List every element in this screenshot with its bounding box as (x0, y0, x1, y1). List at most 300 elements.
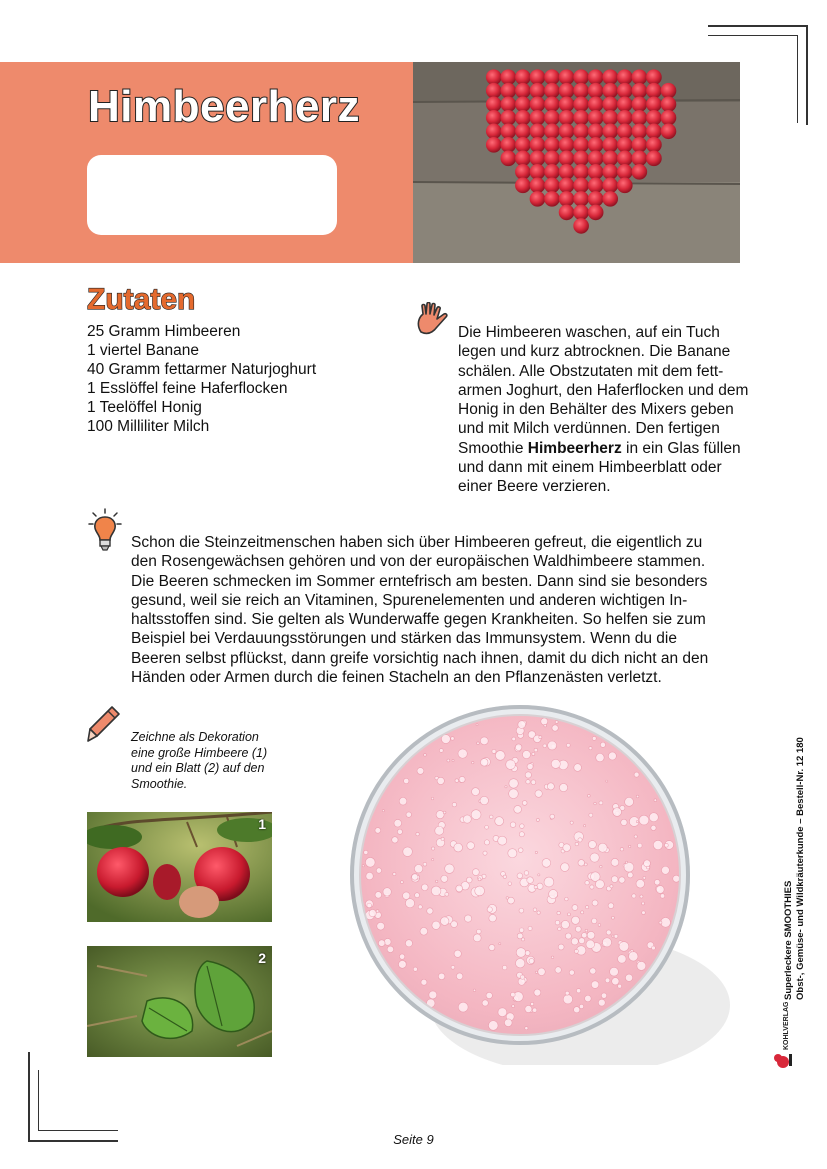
instructions-line: einer Beere verzieren. (458, 478, 611, 496)
foam-bubble (587, 931, 595, 939)
raspberry (515, 151, 531, 167)
foam-bubble (383, 888, 391, 896)
foam-bubble (519, 908, 524, 913)
raspberry (602, 83, 618, 99)
raspberry (632, 69, 648, 85)
foam-bubble (451, 965, 455, 969)
foam-bubble (522, 750, 530, 758)
foam-bubble (551, 956, 553, 958)
foam-bubble (594, 802, 597, 805)
raspberry (530, 191, 546, 207)
foam-bubble (397, 829, 402, 834)
crop-mark-top-right-h2 (708, 35, 798, 36)
raspberry (501, 96, 517, 112)
foam-bubble (459, 776, 465, 782)
raspberry (588, 96, 604, 112)
foam-bubble (602, 938, 611, 947)
foam-bubble (535, 971, 537, 973)
raspberry (588, 164, 604, 180)
foam-bubble (547, 783, 554, 790)
foam-bubble (478, 878, 481, 881)
raspberry-heart-photo (413, 62, 740, 263)
foam-bubble (626, 861, 628, 863)
raspberry (515, 178, 531, 194)
foam-bubble (520, 975, 524, 979)
foam-bubble (654, 799, 657, 802)
raspberry (501, 83, 517, 99)
raspberry (632, 123, 648, 139)
foam-bubble (441, 875, 448, 882)
info-line: Die Beeren schmecken im Sommer erntefrisch am besten. Dann sind sie besonders (131, 572, 708, 590)
raspberry (602, 164, 618, 180)
foam-bubble (589, 813, 593, 817)
instructions-line: und mit Milch verdünnen. Den fertigen (458, 420, 720, 438)
foam-bubble (565, 897, 568, 900)
foam-bubble (518, 848, 523, 853)
ingredient-item: 1 Esslöffel feine Haferflocken (87, 380, 288, 397)
foam-bubble (543, 744, 547, 748)
raspberry (632, 83, 648, 99)
foam-bubble (589, 747, 592, 750)
foam-bubble (600, 865, 602, 867)
crop-mark-top-right-v1 (806, 25, 808, 125)
raspberry (559, 178, 575, 194)
foam-bubble (583, 825, 585, 827)
foam-bubble (673, 875, 680, 882)
foam-bubble (537, 911, 540, 914)
foam-bubble (598, 924, 601, 927)
side-series-subtitle: Obst-, Gemüse- und Wildkräuterkunde – Bestell-Nr. 12 180 (795, 737, 806, 1000)
foam-bubble (487, 907, 492, 912)
raspberry (515, 123, 531, 139)
foam-bubble (534, 989, 541, 996)
foam-bubble (636, 795, 639, 798)
foam-bubble (585, 995, 592, 1002)
foam-bubble (600, 742, 605, 747)
foam-bubble (365, 857, 375, 867)
raspberry (544, 96, 560, 112)
foam-bubble (612, 978, 619, 985)
foam-bubble (437, 777, 444, 784)
raspberry (588, 137, 604, 153)
foam-bubble (627, 872, 633, 878)
foam-bubble (489, 944, 495, 950)
raspberry (559, 191, 575, 207)
raspberry (544, 123, 560, 139)
foam-bubble (476, 724, 478, 726)
info-line: Beeren selbst pflückst, dann greife vorsichtig nach ihnen, damit du dich nicht an den (131, 649, 709, 667)
foam-bubble (535, 851, 537, 853)
foam-bubble (454, 843, 463, 852)
raspberry (559, 96, 575, 112)
foam-bubble (610, 885, 613, 888)
foam-bubble (566, 743, 570, 747)
raspberry (486, 110, 502, 126)
raspberry (530, 69, 546, 85)
foam-bubble (661, 866, 669, 874)
foam-bubble (375, 892, 382, 899)
raspberry (530, 178, 546, 194)
foam-bubble (541, 718, 548, 725)
raspberry (530, 83, 546, 99)
foam-bubble (551, 759, 560, 768)
foam-bubble (387, 946, 394, 953)
foam-bubble (534, 748, 538, 752)
raspberry (559, 110, 575, 126)
instructions-text (458, 323, 778, 497)
raspberry (602, 123, 618, 139)
raspberry (515, 164, 531, 180)
foam-bubble (421, 884, 428, 891)
foam-bubble (503, 875, 506, 878)
foam-bubble (612, 935, 614, 937)
foam-bubble (512, 1005, 515, 1008)
foam-bubble (581, 911, 584, 914)
instructions-line: Die Himbeeren waschen, auf ein Tuch (458, 324, 720, 341)
raspberry (617, 110, 633, 126)
foam-bubble (495, 817, 504, 826)
raspberry (501, 110, 517, 126)
raspberry (632, 96, 648, 112)
raspberry (530, 110, 546, 126)
foam-bubble (550, 814, 555, 819)
foam-bubble (362, 865, 364, 867)
foam-bubble (505, 786, 507, 788)
ingredient-item: 100 Milliliter Milch (87, 418, 210, 435)
raspberry (617, 123, 633, 139)
raspberry (617, 83, 633, 99)
foam-bubble (473, 934, 481, 942)
instructions-line: armen Joghurt, den Haferflocken und dem (458, 381, 749, 399)
foam-bubble (366, 872, 373, 879)
raspberry (602, 69, 618, 85)
foam-bubble (558, 927, 562, 931)
foam-bubble (549, 890, 558, 899)
raspberry (617, 96, 633, 112)
raspberry (486, 123, 502, 139)
raspberry (588, 151, 604, 167)
foam-bubble (606, 780, 608, 782)
foam-bubble (508, 882, 512, 886)
foam-bubble (421, 979, 427, 985)
foam-bubble (636, 879, 645, 888)
raspberry (573, 218, 589, 234)
foam-bubble (369, 909, 376, 916)
raspberry (602, 137, 618, 153)
foam-bubble (438, 973, 445, 980)
instructions-text-part: in ein Glas füllen (621, 439, 741, 457)
foam-bubble (525, 1005, 532, 1012)
foam-bubble (524, 871, 529, 876)
foam-bubble (471, 810, 481, 820)
foam-bubble (530, 1002, 533, 1005)
foam-bubble (492, 749, 496, 753)
foam-bubble (527, 764, 533, 770)
foam-bubble (518, 721, 526, 729)
foam-bubble (482, 1000, 488, 1006)
foam-bubble (605, 978, 610, 983)
raspberry (646, 123, 662, 139)
foam-bubble (578, 860, 585, 867)
crop-mark-top-right-v2 (797, 35, 798, 123)
foam-bubble (559, 783, 567, 791)
foam-bubble (578, 838, 582, 842)
foam-bubble (599, 801, 603, 805)
raspberry (544, 83, 560, 99)
raspberry (501, 123, 517, 139)
drawing-task-line: und ein Blatt (2) auf den (131, 761, 265, 775)
foam-bubble (596, 753, 604, 761)
foam-bubble (506, 897, 508, 899)
raspberry (632, 151, 648, 167)
foam-bubble (619, 942, 629, 952)
foam-bubble (436, 811, 444, 819)
foam-bubble (526, 780, 530, 784)
foam-bubble (473, 989, 476, 992)
info-line: den Rosengewächsen gehören und von der europäischen Waldhimbeere stammen. (131, 553, 706, 571)
crop-mark-top-right-h1 (708, 25, 808, 27)
foam-bubble (610, 967, 619, 976)
raspberry (559, 123, 575, 139)
foam-bubble (659, 921, 662, 924)
foam-bubble (431, 797, 433, 799)
foam-bubble (634, 835, 637, 838)
raspberry (632, 110, 648, 126)
foam-bubble (533, 908, 537, 912)
foam-bubble (445, 892, 449, 896)
raspberry (573, 205, 589, 221)
instructions-line: schälen. Alle Obstzutaten mit dem fett- (458, 362, 724, 380)
foam-bubble (569, 970, 574, 975)
foam-bubble (618, 984, 622, 988)
raspberry (573, 191, 589, 207)
raspberry (544, 69, 560, 85)
side-series-title: Superleckere SMOOTHIES (783, 880, 794, 1000)
foam-bubble (456, 885, 463, 892)
info-line: haltsstoffen sind. Sie gelten als Wunderwaffe gegen Krankheiten. So helfen sie zum (131, 611, 706, 629)
raspberry (530, 151, 546, 167)
foam-bubble (572, 905, 578, 911)
instructions-line: Honig in den Behälter des Mixers geben (458, 401, 734, 419)
foam-bubble (403, 847, 413, 857)
foam-bubble (517, 933, 523, 939)
raspberry (602, 151, 618, 167)
raspberry (617, 151, 633, 167)
foam-bubble (537, 883, 543, 889)
foam-bubble (591, 918, 596, 923)
foam-bubble (637, 961, 646, 970)
foam-bubble (527, 877, 534, 884)
light-bulb-icon (88, 508, 122, 552)
raspberry (530, 123, 546, 139)
foam-bubble (531, 780, 536, 785)
raspberry (588, 110, 604, 126)
raspberry (646, 110, 662, 126)
foam-bubble (495, 751, 505, 761)
foam-bubble (576, 989, 580, 993)
raspberry (544, 137, 560, 153)
foam-bubble (406, 812, 411, 817)
raspberry (486, 69, 502, 85)
foam-bubble (377, 922, 385, 930)
info-text (131, 533, 761, 687)
raspberry (661, 96, 677, 112)
foam-bubble (544, 724, 547, 727)
foam-bubble (558, 944, 564, 950)
pencil-icon (86, 704, 122, 744)
raspberry (559, 151, 575, 167)
raspberry (530, 96, 546, 112)
foam-bubble (394, 819, 402, 827)
foam-bubble (585, 929, 588, 932)
info-line: Schon die Steinzeitmenschen haben sich über Himbeeren gefreut, die eigentlich zu (131, 534, 703, 551)
raspberry (632, 164, 648, 180)
foam-bubble (489, 914, 496, 921)
foam-bubble (400, 881, 403, 884)
raspberry (573, 96, 589, 112)
foam-bubble (536, 818, 539, 821)
page-number: Seite 9 (393, 1132, 434, 1147)
foam-bubble (654, 879, 660, 885)
foam-bubble (432, 859, 434, 861)
foam-bubble (595, 880, 604, 889)
foam-bubble (555, 967, 561, 973)
foam-bubble (403, 892, 410, 899)
foam-bubble (413, 967, 417, 971)
foam-bubble (488, 1021, 498, 1031)
raspberry (588, 69, 604, 85)
foam-bubble (516, 948, 526, 958)
raspberry (530, 164, 546, 180)
raspberry (588, 205, 604, 221)
foam-bubble (423, 862, 427, 866)
foam-bubble (565, 991, 569, 995)
foam-bubble (454, 950, 461, 957)
hand-icon (413, 302, 453, 342)
foam-bubble (467, 842, 475, 850)
raspberry (573, 137, 589, 153)
foam-bubble (585, 881, 589, 885)
raspberry (646, 83, 662, 99)
foam-bubble (427, 908, 433, 914)
raspberry (544, 151, 560, 167)
foam-bubble (660, 894, 664, 898)
foam-bubble (606, 930, 611, 935)
foam-bubble (591, 981, 599, 989)
foam-bubble (440, 917, 449, 926)
foam-bubble (642, 911, 646, 915)
foam-bubble (405, 940, 412, 947)
foam-bubble (499, 943, 501, 945)
foam-bubble (644, 860, 651, 867)
raspberry (544, 191, 560, 207)
foam-bubble (649, 813, 658, 822)
foam-bubble (463, 815, 471, 823)
foam-bubble (653, 840, 662, 849)
foam-bubble (414, 865, 422, 873)
foam-bubble (532, 752, 535, 755)
photo-number: 1 (258, 816, 266, 832)
crop-mark-bottom-left-v1 (28, 1052, 30, 1142)
foam-bubble (582, 933, 587, 938)
foam-bubble (520, 824, 525, 829)
foam-bubble (588, 794, 591, 797)
foam-bubble (642, 902, 645, 905)
foam-bubble (561, 920, 569, 928)
raspberry (544, 110, 560, 126)
foam-bubble (555, 920, 560, 925)
foam-bubble (571, 916, 579, 924)
foam-bubble (529, 958, 534, 963)
raspberry (617, 137, 633, 153)
foam-bubble (575, 926, 581, 932)
raspberry (602, 96, 618, 112)
foam-bubble (517, 873, 523, 879)
raspberry (646, 69, 662, 85)
foam-bubble (515, 744, 522, 751)
foam-bubble (567, 913, 570, 916)
raspberry (573, 83, 589, 99)
foam-bubble (544, 877, 554, 887)
foam-bubble (514, 806, 522, 814)
foam-bubble (420, 928, 428, 936)
foam-bubble (424, 754, 427, 757)
foam-bubble (590, 968, 596, 974)
raspberry (602, 191, 618, 207)
name-field[interactable] (87, 155, 337, 235)
raspberry (617, 164, 633, 180)
foam-bubble (565, 933, 571, 939)
foam-bubble (611, 858, 619, 866)
foam-bubble (637, 843, 642, 848)
raspberry (573, 110, 589, 126)
raspberry (515, 137, 531, 153)
foam-bubble (375, 828, 381, 834)
raspberry (544, 178, 560, 194)
foam-bubble (415, 893, 420, 898)
foam-bubble (489, 815, 493, 819)
foam-bubble (376, 868, 381, 873)
foam-bubble (552, 725, 558, 731)
ingredients-list (87, 322, 316, 436)
raspberry (617, 69, 633, 85)
raspberry (588, 83, 604, 99)
raspberry (559, 164, 575, 180)
foam-bubble (613, 808, 622, 817)
foam-bubble (563, 995, 572, 1004)
foam-bubble (592, 900, 598, 906)
instructions-line (458, 439, 778, 458)
raspberry (573, 164, 589, 180)
raspberry (588, 178, 604, 194)
foam-bubble (525, 1027, 528, 1030)
foam-bubble (563, 844, 571, 852)
foam-bubble (579, 938, 585, 944)
foam-bubble (629, 845, 631, 847)
foam-bubble (452, 759, 454, 761)
foam-bubble (364, 850, 368, 854)
foam-bubble (643, 876, 646, 879)
raspberry (486, 83, 502, 99)
foam-bubble (634, 772, 639, 777)
raspberry (559, 205, 575, 221)
foam-bubble (570, 821, 573, 824)
foam-bubble (611, 876, 618, 883)
foam-bubble (498, 836, 507, 845)
foam-bubble (458, 1002, 468, 1012)
raspberry (602, 178, 618, 194)
logo-text: KOHLVERLAG (783, 1002, 790, 1050)
